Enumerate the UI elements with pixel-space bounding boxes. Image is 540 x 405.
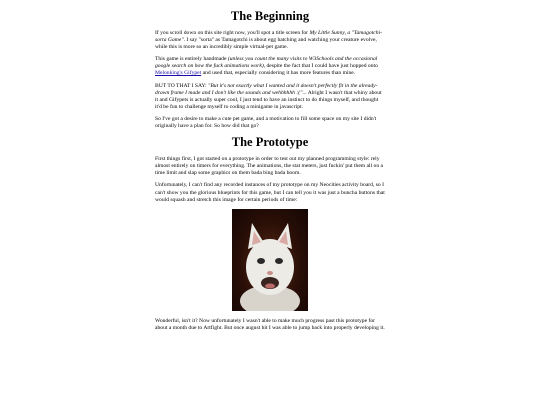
text-span: BUT TO THAT I SAY: [155,82,209,89]
text-span: If you scroll down on this site right now, you'll spot a title screen for [155,30,310,36]
text-span: ... Alright I wasn't that whiny about it and Gifypets is actually super cool, I just tend to have an instinct to do things myself, and thought it'd be fun to challenge myself to coding a minigame in javascript. [155,89,382,110]
aside-emphasis: (unless you count the many visits to W3Schools and the occasional google search on how the fuck animations work) [155,56,378,70]
quote-emphasis: "But it's not exactly what I wanted and it doesn't perfectly fit in the already-drawn frame I made and I don't like the sounds and wehhhhhh :(" [155,82,378,96]
text-span: . I say "sorta" as Tamagotchi is about egg hatching and watching your creature evolve, while this is more so an incredibly simple virtual-pet game. [155,37,377,51]
text-span: , despite the fact that I could have just hopped onto [263,63,378,70]
article [155,9,385,337]
text-span: Wonderful, isn't it? Now unfortunately I wasn't able to make much progress past this prototype for about a month due to Artfight. But once august hit I was able to jump back into properly developing it. [155,317,385,331]
text-span: and used that, especially considering it has more features than mine. [201,70,356,77]
gifypet-link[interactable]: Melonking's Gifypet [155,70,202,77]
text-span: This game is entirely handmade [155,56,228,63]
paragraph-wonderful [155,318,385,332]
game-title-emphasis: My Little Sunny, a "Tamagotchi-sorta Game" [155,30,382,44]
heading-the-beginning: The Beginning [230,9,310,23]
paragraph-but-to-that [155,83,385,111]
paragraph-motivation: So I've got a desire to make a cute pet game, and a motivation to fill some space on my site I didn't originally have a plan for. So how did that go? [155,115,377,130]
paragraph-intro [155,30,385,51]
cat-illustration [232,209,308,311]
paragraph-handmade [155,56,385,77]
heading-the-prototype: The Prototype [231,135,309,150]
paragraph-unfortunately: Unfortunately, I can't find any recorded instances of my prototype on my Neocities activity board, so I can't show you the glorious blueprints for this game, but I can tell you it was just a buncha buttons that would squash and stretch this image for certain periods of time: [155,182,385,203]
paragraph-first-things: First things first, I got started on a prototype in order to test out my planned programming style: rely almost entirely on timers for everything. The animations, the stat meters, just fuckin' put them all on a time limit and slap some graphics on them bada bing bada boom. [155,156,384,177]
cat-image [232,209,308,311]
